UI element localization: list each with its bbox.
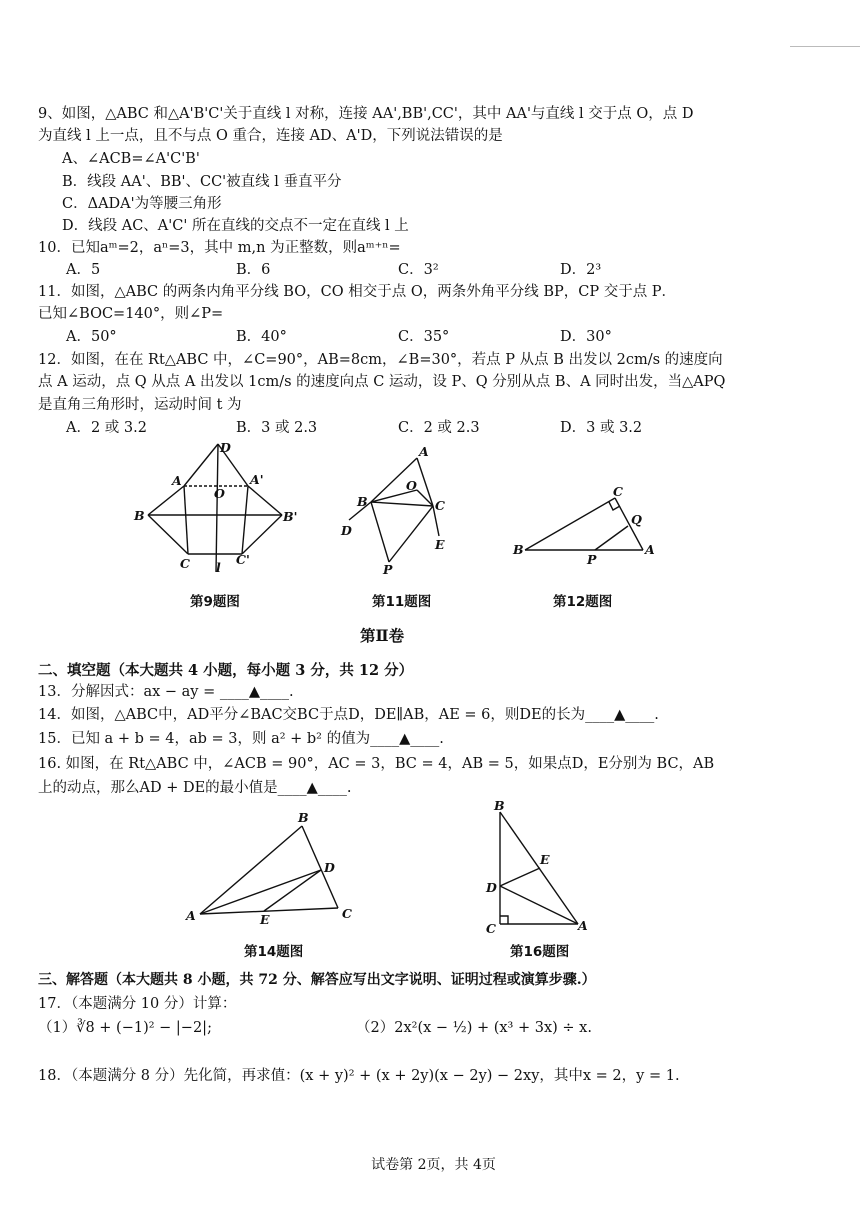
fig9-label-c: C (180, 556, 190, 571)
q16-line2: 上的动点，那么AD + DE的最小值是____▲____. (38, 780, 352, 796)
fig11-label-a: A (419, 444, 429, 459)
fig14-segment-de (264, 870, 321, 911)
q11-option-a: A．50° (66, 329, 117, 345)
q17-part2: （2）2x²(x − ½) + (x³ + 3x) ÷ x. (356, 1020, 592, 1036)
fig16-label-c: C (486, 921, 496, 936)
q10-option-b: B．6 (236, 262, 271, 278)
figure-11-caption: 第11题图 (372, 594, 432, 610)
fig16-label-b: B (494, 800, 505, 813)
fig14-segment-ab (200, 826, 302, 914)
fig16-right-angle-mark (500, 916, 508, 924)
fig9-label-a: A (172, 473, 182, 488)
fig12-segment-bc (525, 498, 615, 550)
q17-line1: 17．（本题满分 10 分）计算： (38, 996, 237, 1012)
fig11-label-p: P (383, 562, 393, 577)
q9-option-d: D．线段 AC、A'C' 所在直线的交点不一定在直线 l 上 (62, 218, 409, 234)
page-footer: 试卷第 2页，共 4页 (371, 1157, 496, 1173)
fig11-label-d: D (341, 523, 352, 538)
q10-option-c: C．3² (398, 262, 439, 278)
fig11-label-o: O (406, 478, 417, 493)
fig14-label-b: B (298, 810, 309, 825)
fig11-label-c: C (435, 498, 445, 513)
fig16-label-a: A (578, 918, 588, 933)
fig12-label-b: B (513, 542, 524, 557)
q9-line2: 为直线 l 上一点，且不与点 O 重合，连接 AD、A'D，下列说法错误的是 (38, 128, 503, 144)
figure-16 (480, 800, 600, 940)
figure-12-caption: 第12题图 (553, 594, 613, 610)
fig12-label-c: C (613, 484, 623, 499)
fig9-label-b1: B' (283, 509, 298, 524)
fig9-segment-ab (148, 486, 184, 515)
fig9-segment-a1b1 (248, 486, 282, 515)
q9-line1: 9、如图，△ABC 和△A'B'C'关于直线 l 对称，连接 AA',BB',CC'，其中 AA'与直线 l 交于点 O，点 D (38, 106, 694, 122)
q11-option-d: D．30° (560, 329, 612, 345)
figure-16-caption: 第16题图 (510, 944, 570, 960)
q17-part1: （1）∛8 + (−1)² − |−2|; (38, 1020, 212, 1036)
fig9-segment-da (184, 444, 218, 486)
q9-option-a: A、∠ACB=∠A'C'B' (62, 151, 200, 167)
fig14-label-e: E (260, 912, 270, 927)
fig9-segment-a1c1 (242, 486, 248, 554)
fig12-label-p: P (587, 552, 597, 567)
figure-14-caption: 第14题图 (244, 944, 304, 960)
figure-9 (130, 438, 300, 578)
fig9-label-o: O (214, 486, 225, 501)
q12-option-d: D．3 或 3.2 (560, 420, 643, 436)
fig9-label-a1: A' (250, 472, 264, 487)
fig14-label-a: A (186, 908, 196, 923)
q10-option-a: A．5 (66, 262, 101, 278)
fig12-label-q: Q (631, 512, 642, 527)
fig9-line-l (216, 444, 218, 572)
q15-line: 15．已知 a + b = 4，ab = 3，则 a² + b² 的值为____▲____. (38, 731, 444, 747)
fig16-segment-da (500, 886, 578, 924)
fig9-segment-b1c1 (242, 515, 282, 554)
figure-11 (335, 440, 455, 580)
figure-9-caption: 第9题图 (190, 594, 240, 610)
q12-option-c: C．2 或 2.3 (398, 420, 480, 436)
q18-line: 18．（本题满分 8 分）先化简，再求值：(x + y)² + (x + 2y)(x − 2y) − 2xy，其中x = 2，y = 1. (38, 1068, 680, 1084)
q9-option-c: C．ΔADA'为等腰三角形 (62, 196, 222, 212)
fig12-segment-pq (595, 526, 628, 550)
q11-option-b: B．40° (236, 329, 287, 345)
fig14-segment-ad (200, 870, 321, 914)
fig14-label-d: D (324, 860, 335, 875)
fig9-label-c1: C' (236, 552, 250, 567)
q12-option-b: B．3 或 2.3 (236, 420, 318, 436)
fig11-segment-bp (371, 502, 389, 562)
fig11-label-b: B (357, 494, 368, 509)
q16-line1: 16. 如图，在 Rt△ABC 中，∠ACB = 90°，AC = 3，BC = 4，AB = 5，如果点D，E分别为 BC，AB (38, 756, 715, 772)
fig11-label-e: E (435, 537, 445, 552)
q11-option-c: C．35° (398, 329, 450, 345)
q11-line1: 11．如图，△ABC 的两条内角平分线 BO，CO 相交于点 O，两条外角平分线 BP，CP 交于点 P． (38, 284, 677, 300)
fig16-label-e: E (540, 852, 550, 867)
fig9-label-l: l (216, 560, 221, 575)
q11-line2: 已知∠BOC=140°，则∠P= (38, 306, 224, 322)
top-rule (790, 46, 860, 47)
fig9-segment-ac (184, 486, 188, 554)
fig9-segment-bc (148, 515, 188, 554)
part-2-title: 第Ⅱ卷 (360, 626, 405, 645)
fig9-label-d: D (220, 440, 231, 455)
section-2-heading: 二、填空题（本大题共 4 小题，每小题 3 分，共 12 分） (38, 662, 414, 679)
q10-line1: 10．已知aᵐ=2，aⁿ=3，其中 m,n 为正整数，则aᵐ⁺ⁿ= (38, 240, 401, 256)
q13-line: 13．分解因式：ax − ay = ____▲____. (38, 684, 294, 700)
q14-line: 14．如图，△ABC中，AD平分∠BAC交BC于点D，DE∥AB，AE = 6，则DE的长为____▲____. (38, 707, 659, 723)
q12-line3: 是直角三角形时，运动时间 t 为 (38, 397, 242, 413)
q12-line2: 点 A 运动，点 Q 从点 A 出发以 1cm/s 的速度向点 C 运动，设 P、Q 分别从点 B、A 同时出发，当△APQ (38, 374, 726, 390)
q12-line1: 12．如图，在在 Rt△ABC 中，∠C=90°，AB=8cm，∠B=30°，若点 P 从点 B 出发以 2cm/s 的速度向 (38, 352, 723, 368)
fig16-label-d: D (486, 880, 497, 895)
fig11-segment-cp (389, 506, 433, 562)
figure-14 (180, 808, 370, 933)
fig16-segment-de (500, 868, 540, 886)
q12-option-a: A．2 或 3.2 (66, 420, 147, 436)
fig14-label-c: C (342, 906, 352, 921)
figure-12 (505, 478, 665, 578)
section-3-heading: 三、解答题（本大题共 8 小题，共 72 分、解答应写出文字说明、证明过程或演算步骤.） (38, 972, 596, 988)
fig12-label-a: A (645, 542, 655, 557)
q10-option-d: D．2³ (560, 262, 602, 278)
fig9-label-b: B (134, 508, 145, 523)
q9-option-b: B．线段 AA'、BB'、CC'被直线 l 垂直平分 (62, 174, 342, 190)
fig11-segment-bc (371, 502, 433, 506)
